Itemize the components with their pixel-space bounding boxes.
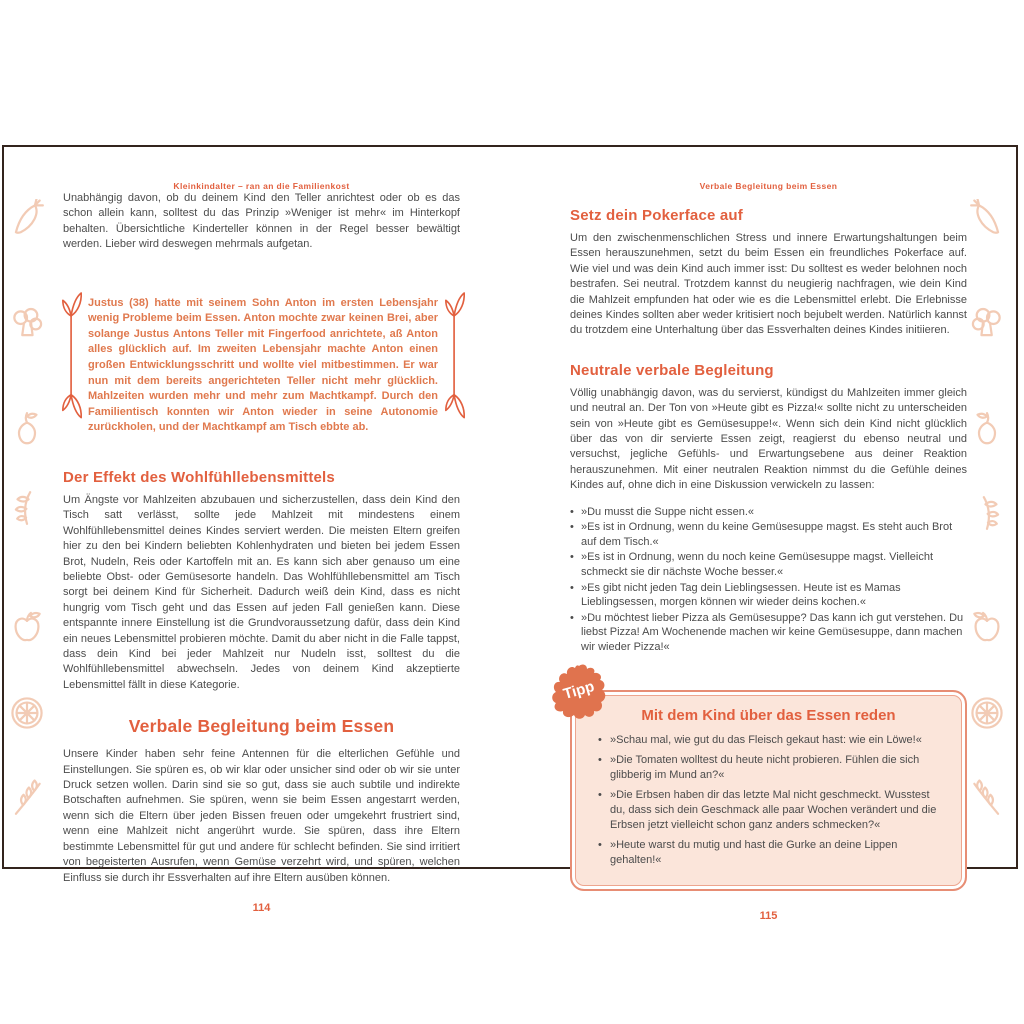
apple-icon bbox=[8, 609, 46, 647]
tip-section bbox=[561, 677, 967, 892]
list-item: • »Du musst die Suppe nicht essen.« bbox=[570, 505, 967, 520]
sprig-icon bbox=[968, 494, 1006, 532]
tip-splat-icon bbox=[550, 662, 608, 720]
list-item: • »Heute warst du mutig und hast die Gurke an deine Lippen gehalten!« bbox=[598, 838, 939, 867]
wheat-icon bbox=[8, 779, 46, 817]
tip-heading: Mit dem Kind über das Essen reden bbox=[641, 706, 896, 724]
chapter-paragraph: Unsere Kinder haben sehr feine Antennen für die elterlichen Gefühle und Einstellungen. Sie spüren es, ob wir klar oder unsicher sind oder ob wir sie unter Druck setzen wollen. Darin sind sie so gut, dass sie auch subtile und indirekte Botschaften aufnehmen. Sie spüren, wenn sie beim Essen angestarrt werden, wenn sich die Eltern über jeden Bissen freuen oder umgekehrt frustriert sind, wenn eine Mahlzeit nicht angerührt wurde. Sie spüren, dass ihre Eltern bestimmte Lebensmittel für gut und andere für schlecht befinden. Sie sind irritiert von begeisterten Ausrufen, wenn Gemüse verzehrt wird, und spüren, welchen Einfluss sie durch ihr Essverhalten auf ihre Eltern ausüben können. bbox=[63, 748, 460, 884]
book-spread bbox=[2, 145, 1018, 923]
pear-icon bbox=[968, 410, 1006, 448]
page-left bbox=[63, 147, 460, 914]
page-right bbox=[561, 147, 967, 923]
list-item: • »Die Tomaten wolltest du heute nicht probieren. Fühlen die sich glibberig im Mund an?« bbox=[598, 753, 939, 782]
intro-paragraph: Unabhängig davon, ob du deinem Kind den Teller anrichtest oder ob es das schon allein kann, solltest du das Prinzip »Weniger ist mehr« im Hinterkopf behalten. Übersichtliche Kinderteller können in der Regel besser bewältigt werden. Lieber wird deswegen mehrmals aufgetan. bbox=[63, 192, 460, 251]
right-margin-decorations bbox=[968, 147, 1012, 867]
broccoli-icon bbox=[968, 305, 1006, 343]
list-item: • »Du möchtest lieber Pizza als Gemüsesuppe? Das kann ich gut verstehen. Du liebst Pizza! Am Wochenende machen wir keine Gemüsesuppe, dann machen wir wieder Pizza!« bbox=[570, 611, 967, 655]
left-margin-decorations bbox=[8, 147, 52, 867]
wheat-icon bbox=[968, 779, 1006, 817]
sprig-icon bbox=[8, 489, 46, 527]
sprout-ornament-icon bbox=[61, 288, 83, 430]
running-head: Kleinkindalter – ran an die Familienkost bbox=[173, 181, 350, 191]
tip-quote-list bbox=[598, 733, 939, 868]
sprout-ornament-icon bbox=[444, 288, 466, 430]
section-paragraph: Um Ängste vor Mahlzeiten abzubauen und sicherzustellen, dass dein Kind den Tisch satt verlässt, sollte jede Mahlzeit mit mindestens einem Wohlfühllebensmittel deines Kindes serviert werden. Die meisten Eltern greifen hier zu den bei Kindern beliebten Kohlenhydraten und bieten bei jedem Essen Brot, Nudeln, Reis oder Kartoffeln mit an. Es kann sich aber genauso um eine beliebte Obst- oder Gemüsesorte handeln. Das Wohlfühllebensmittel am Tisch sorgt bei deinem Kind für Sicherheit. Dadurch weiß dein Kind, dass es nicht hungrig vom Tisch geht und das Essen auf jeden Fall genießen kann. Diese entspannte innere Einstellung ist die Grundvoraussetzung dafür, dass dein Kind ein neues Lebensmittel probieren möchte. Damit du aber nicht in die Falle tappst, dass dein Kind bei jeder Mahlzeit nur Nudeln isst, solltest du die Wohlfühllebensmittel abwechseln. Jedes von deinem Kind akzeptierte Lebensmittel fällt in diese Kategorie. bbox=[63, 493, 460, 691]
broccoli-icon bbox=[8, 305, 46, 343]
apple-icon bbox=[968, 609, 1006, 647]
page-number: 115 bbox=[759, 910, 778, 923]
list-item: • »Es ist in Ordnung, wenn du noch keine Gemüsesuppe magst. Vielleicht schmeckt sie dir nächste Woche besser.« bbox=[570, 550, 967, 579]
quote-list bbox=[570, 505, 967, 655]
list-item: • »Schau mal, wie gut du das Fleisch gekaut hast: wie ein Löwe!« bbox=[598, 733, 939, 748]
tip-box bbox=[570, 690, 967, 892]
list-item: • »Die Erbsen haben dir das letzte Mal nicht geschmeckt. Wusstest du, dass sich dein Geschmack alle paar Wochen verändert und die Erbsen jetzt vielleicht schon ganz anders schmecken?« bbox=[598, 788, 939, 832]
carrot-icon bbox=[968, 199, 1006, 237]
case-story-text: Justus (38) hatte mit seinem Sohn Anton im ersten Lebensjahr wenig Probleme beim Essen. Anton mochte zwar keinen Brei, aber solange Justus Antons Teller mit Fingerfood anrichtete, aß Anton alles glücklich auf. Im zweiten Lebensjahr machte Anton einen großen Entwicklungsschritt und wollte viel mitbestimmen. Er war nun mit dem bereits angerichteten Teller nicht mehr glücklich. Mahlzeiten wurden mehr und mehr zum Machtkampf. Durch den Familientisch konnten wir Anton wieder in seine Autonomie zurückholen, und der Machtkampf am Tisch ebbte ab. bbox=[88, 296, 438, 434]
section-heading: Der Effekt des Wohlfühllebensmittels bbox=[63, 468, 335, 486]
section-paragraph: Völlig unabhängig davon, was du servierst, kündigst du Mahlzeiten immer gleich und neutral an. Der Ton von »Heute gibt es Pizza!« sollte nicht zu unterscheiden sein von »Heute gibt es Gemüsesuppe!«. Wenn sich dein Kind nicht glücklich über das von dir servierte Essen zeigt, reagierst du ebenso neutral und versuchst, jegliche Gefühls- und Erwartungsebene aus deiner Reaktion herauszunehmen. Mit einer neutralen Reaktion nimmst du die Gefühle deines Kindes auf, ohne dich in eine Diskussion verwickeln zu lassen: bbox=[570, 386, 967, 492]
list-item: • »Es gibt nicht jeden Tag dein Lieblingsessen. Heute ist es Mamas Lieblingsessen, morgen können wir wieder deins kochen.« bbox=[570, 581, 967, 610]
pear-icon bbox=[8, 410, 46, 448]
section-heading: Neutrale verbale Begleitung bbox=[570, 361, 774, 379]
list-item: • »Es ist in Ordnung, wenn du keine Gemüsesuppe magst. Es steht auch Brot auf dem Tisch.« bbox=[570, 520, 967, 549]
section-paragraph: Um den zwischenmenschlichen Stress und innere Erwartungshaltungen beim Essen herauszunehmen, setzt du beim Essen ein freundliches Pokerface auf. Wie viel und was dein Kind auch immer isst: Du solltest es weder belohnen noch bestrafen. Sei neutral. Trotzdem kannst du neugierig nachfragen, wie dein Kind die Mahlzeit empfunden hat oder wie es die Lebensmittel erlebt. Die Erlebnisse deines Kindes sollten aber weder kritisiert noch bejubelt werden. Natürlich kannst du trotzdem eine Unterhaltung über das Essverhalten deines Kindes initiieren. bbox=[570, 232, 967, 337]
orange-slice-icon bbox=[8, 694, 46, 732]
case-story-box bbox=[63, 284, 460, 446]
running-head: Verbale Begleitung beim Essen bbox=[699, 181, 838, 191]
section-heading: Setz dein Pokerface auf bbox=[570, 207, 743, 224]
page-number: 114 bbox=[252, 901, 271, 914]
carrot-icon bbox=[8, 199, 46, 237]
tip-badge-label: Tipp bbox=[561, 677, 597, 703]
orange-slice-icon bbox=[968, 694, 1006, 732]
chapter-heading: Verbale Begleitung beim Essen bbox=[128, 716, 395, 737]
